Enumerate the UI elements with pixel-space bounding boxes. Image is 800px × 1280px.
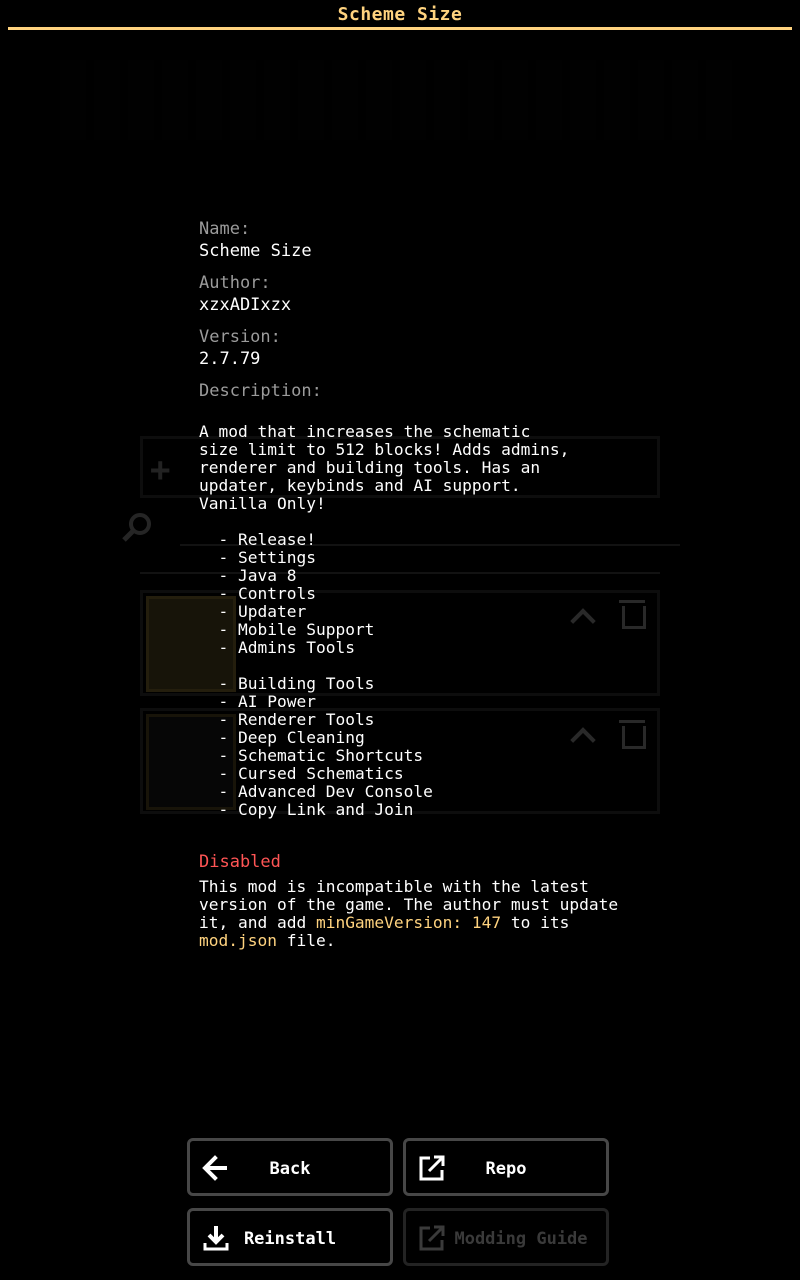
repo-button-label: Repo: [485, 1159, 527, 1179]
background-trash-icon: [622, 606, 646, 629]
background-plus-icon: +: [150, 450, 171, 490]
modding-guide-button-label: Modding Guide: [454, 1229, 588, 1249]
mod-info: [199, 218, 619, 402]
modding-guide-button: [403, 1208, 609, 1266]
background-trash-icon: [622, 726, 646, 749]
version-value: 2.7.79: [199, 349, 261, 369]
background-search-icon: [120, 510, 156, 546]
version-label: Version:: [199, 327, 281, 347]
background-logo: [60, 60, 740, 140]
name-label: Name:: [199, 219, 251, 239]
name-value: Scheme Size: [199, 241, 312, 261]
min-game-version-key: minGameVersion: 147: [315, 913, 502, 932]
warning-text: This mod is incompatible with the latest version of the game. The author must update it, and add: [199, 877, 619, 932]
warning-text: file.: [276, 931, 336, 950]
reinstall-button-label: Reinstall: [243, 1229, 337, 1249]
status-disabled: Disabled: [199, 852, 281, 872]
description-label: Description:: [199, 381, 322, 401]
reinstall-button[interactable]: [187, 1208, 393, 1266]
warning-text: to its: [501, 913, 570, 932]
back-button[interactable]: [187, 1138, 393, 1196]
incompatibility-warning: [199, 878, 619, 950]
mod-json-file: mod.json: [199, 931, 277, 950]
title-underline: [8, 27, 792, 30]
repo-button[interactable]: [403, 1138, 609, 1196]
back-button-label: Back: [269, 1159, 311, 1179]
author-value: xzxADIxzx: [199, 295, 292, 315]
description-text: A mod that increases the schematic size limit to 512 blocks! Adds admins, renderer and building tools. Has an updater, keybinds and AI support. Vanilla Only! - Release! - Settings - Java 8 - Controls - Updater - Mobile Support - Admins Tools - Building Tools - AI Power - Renderer Tools - Deep Cleaning - Schematic Shortcuts - Cursed Schematics - Advanced Dev Console - Copy Link and Join: [199, 422, 570, 819]
author-label: Author:: [199, 273, 271, 293]
dialog-title: Scheme Size: [337, 4, 463, 25]
title-bar: [0, 0, 800, 31]
